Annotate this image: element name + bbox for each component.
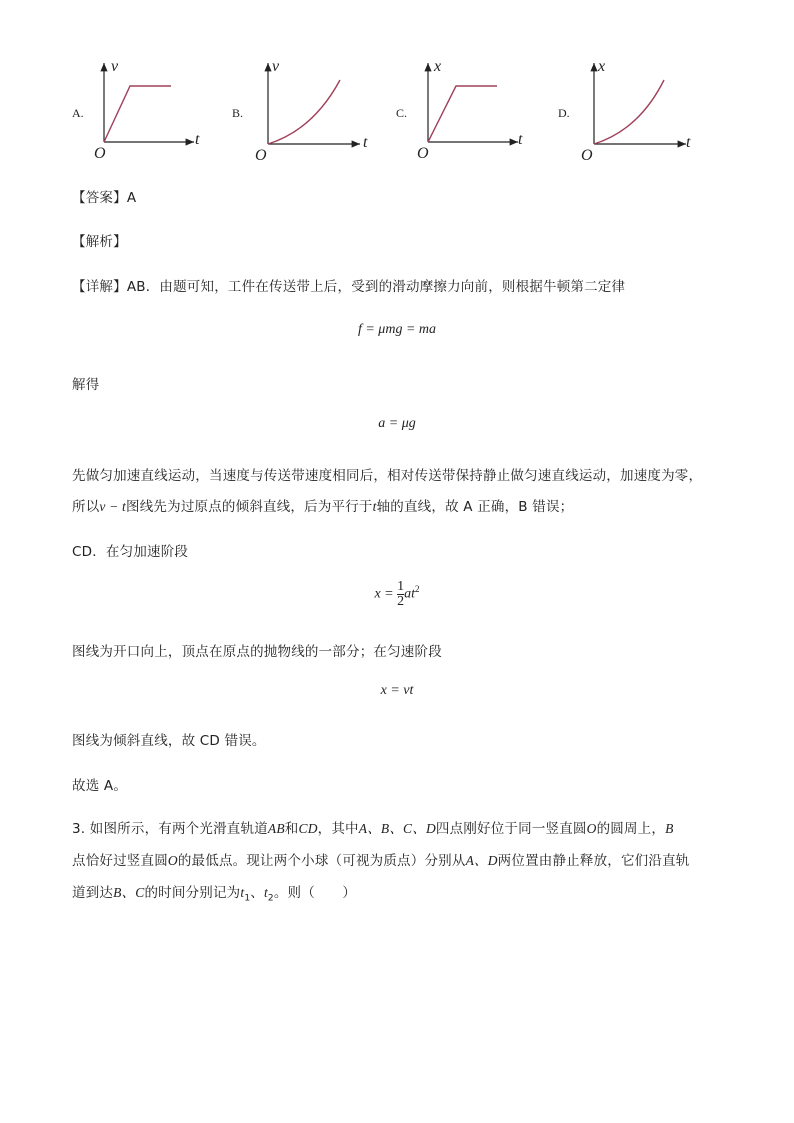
option-b-label: B. <box>232 106 244 120</box>
answer-line <box>72 186 136 206</box>
option-c-origin: O <box>417 145 429 162</box>
question-number: 3. <box>72 821 90 837</box>
paragraph-1-line-2: 所以v − t图线先为过原点的倾斜直线，后为平行于t轴的直线，故 A 正确，B 错误； <box>72 499 574 515</box>
equation-uniform: x = vt <box>380 683 414 698</box>
option-c-label: C. <box>396 106 408 120</box>
vt-variable: v − t <box>99 499 127 514</box>
option-d-origin: O <box>581 147 593 164</box>
detail-text: AB．由题可知，工件在传送带上后，受到的滑动摩擦力向前，则根据牛顿第二定律 <box>126 279 626 295</box>
cd-intro: CD．在匀加速阶段 <box>72 544 189 560</box>
detail-tag: 【详解】 <box>72 279 127 295</box>
answer-tag: 【答案】 <box>72 190 127 206</box>
v-t-curve <box>268 80 340 144</box>
x-t-curve <box>428 86 497 142</box>
x-t-curve <box>594 80 664 144</box>
option-a-label: A. <box>72 106 84 120</box>
option-c-ylabel: x <box>434 58 442 75</box>
question-3-line-1: 3. 如图所示，有两个光滑直轨道AB和CD，其中A、B、C、D四点刚好位于同一竖直圆O的圆周上，B <box>72 821 674 837</box>
paragraph-1-line-1: 先做匀加速直线运动，当速度与传送带速度相同后，相对传送带保持静止做匀速直线运动，加速度为零， <box>72 468 703 484</box>
v-t-curve <box>104 86 171 142</box>
equation-acceleration: a = μg <box>378 416 416 431</box>
analysis-tag: 【解析】 <box>72 234 127 250</box>
paragraph-2: 图线为开口向上，顶点在原点的抛物线的一部分；在匀速阶段 <box>72 644 442 660</box>
conclusion: 故选 A。 <box>72 778 128 794</box>
fraction-half: $\frac{1}{2}$ <box>397 579 405 609</box>
paragraph-3: 图线为倾斜直线，故 CD 错误。 <box>72 733 266 749</box>
option-b-ylabel: v <box>272 58 280 75</box>
question-3-line-3: 道到达B、C的时间分别记为$t_1$、$t_2$。则（ ） <box>72 885 357 904</box>
option-b-xlabel: t <box>363 134 368 151</box>
equation-displacement: x = $\frac{1}{2}$ $at^2$ <box>374 579 420 609</box>
solve-label: 解得 <box>72 377 100 393</box>
equation-newton: f = μmg = ma <box>357 322 437 337</box>
option-c-xlabel: t <box>518 131 523 148</box>
option-b-origin: O <box>255 147 267 164</box>
detail-line <box>72 275 625 295</box>
option-d-label: D. <box>558 106 570 120</box>
question-3-line-2: 点恰好过竖直圆O的最低点。现让两个小球（可视为质点）分别从A、D两位置由静止释放，它们沿直轨 <box>72 853 690 869</box>
option-d-ylabel: x <box>598 58 606 75</box>
option-a-ylabel: v <box>111 58 119 75</box>
option-a-origin: O <box>94 145 106 162</box>
option-d-xlabel: t <box>686 134 691 151</box>
option-a-xlabel: t <box>195 131 200 148</box>
answer-value: A <box>126 190 137 206</box>
